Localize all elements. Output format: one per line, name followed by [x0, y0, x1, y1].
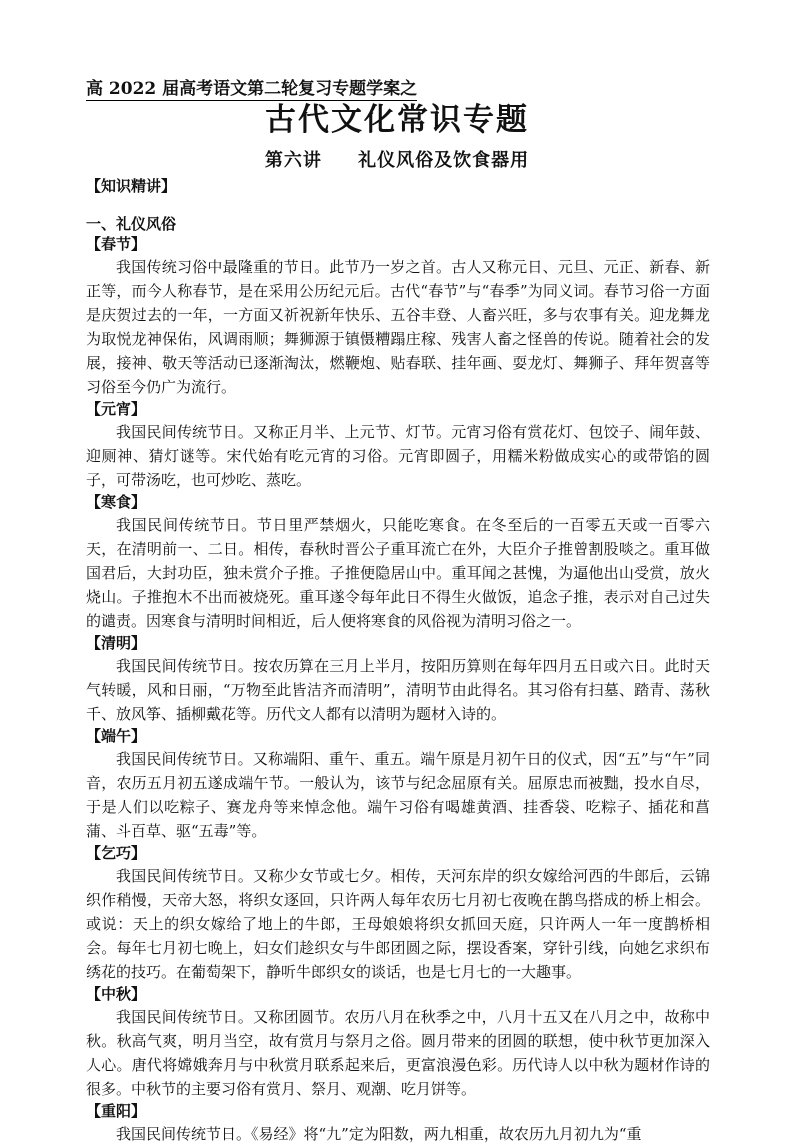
festival-lantern — [86, 399, 710, 492]
festival-heading: 【春节】 — [86, 235, 147, 253]
section-label: 【知识精讲】 — [86, 177, 177, 195]
festival-mid-autumn — [86, 984, 710, 1101]
festival-heading: 【中秋】 — [86, 985, 147, 1003]
festival-text: 我国民间传统节日。又称端阳、重午、重五。端午原是月初午日的仪式，因“五”与“午”同音，农历五月初五遂成端午节。一般认为，该节与纪念屈原有关。屈原忠而被黜，投水自尽，于是人们以吃粽子、赛龙舟等来悼念他。端午习俗有喝雄黄酒、挂香袋、吃粽子、插花和菖蒲、斗百草、驱“五毒”等。 — [86, 750, 710, 840]
festival-chongyang — [86, 1101, 710, 1146]
festival-heading: 【寒食】 — [86, 493, 147, 511]
festival-qingming — [86, 633, 710, 726]
festival-text: 我国民间传统节日。又称少女节或七夕。相传，天河东岸的织女嫁给河西的牛郎后，云锦织作稍慢，天帝大怒，将织女逐回，只许两人每年农历七月初七夜晚在鹊鸟搭成的桥上相会。或说：天上的织女嫁给了地上的牛郎，王母娘娘将织女抓回天庭，只许两人一年一度鹊桥相会。每年七月初七晚上，妇女们趁织女与牛郎团圆之际，摆设香案，穿针引线，向她乞求织布绣花的技巧。在葡萄架下，静听牛郎织女的谈话，也是七月七的一大趣事。 — [86, 867, 710, 981]
festival-text: 我国民间传统节日。节日里严禁烟火，只能吃寒食。在冬至后的一百零五天或一百零六天，在清明前一、二日。相传，春秋时晋公子重耳流亡在外，大臣介子推曾割股啖之。重耳做国君后，大封功臣，独未赏介子推。子推便隐居山中。重耳闻之甚愧，为逼他出山受赏，放火烧山。子推抱木不出而被烧死。重耳遂令每年此日不得生火做饭，追念子推，表示对自己过失的谴责。因寒食与清明时间相近，后人便将寒食的风俗视为清明习俗之一。 — [86, 516, 710, 630]
festival-text: 我国民间传统节日。《易经》将“九”定为阳数，两九相重，故农历九月初九为“重 — [116, 1125, 642, 1143]
festival-cold-food — [86, 492, 710, 633]
festival-heading: 【端午】 — [86, 727, 147, 745]
festival-text: 我国民间传统节日。按农历算在三月上半月，按阳历算则在每年四月五日或六日。此时天气转暖，风和日丽，“万物至此皆洁齐而清明”，清明节由此得名。其习俗有扫墓、踏青、荡秋千、放风筝、插柳戴花等。历代文人都有以清明为题材入诗的。 — [86, 657, 710, 723]
subsection-title: 一、礼仪风俗 — [86, 215, 177, 233]
festival-list — [86, 234, 710, 1146]
festival-heading: 【重阳】 — [86, 1102, 147, 1120]
festival-qiqiao — [86, 843, 710, 984]
festival-text: 我国民间传统节日。又称正月半、上元节、灯节。元宵习俗有赏花灯、包饺子、闹年鼓、迎厕神、猜灯谜等。宋代始有吃元宵的习俗。元宵即圆子，用糯米粉做成实心的或带馅的圆子，可带汤吃，也可炒吃、蒸吃。 — [86, 423, 710, 489]
festival-heading: 【清明】 — [86, 634, 147, 652]
festival-spring — [86, 234, 710, 399]
festival-heading: 【乞巧】 — [86, 844, 147, 862]
festival-duanwu — [86, 726, 710, 843]
festival-heading: 【元宵】 — [86, 400, 147, 418]
festival-text: 我国传统习俗中最隆重的节日。此节乃一岁之首。古人又称元日、元旦、元正、新春、新正等，而今人称春节，是在采用公历纪元后。古代“春节”与“春季”为同义词。春节习俗一方面是庆贺过去的一年，一方面又祈祝新年快乐、五谷丰登、人畜兴旺，多与农事有关。迎龙舞龙为取悦龙神保佑，风调雨顺；舞狮源于镇慑糟蹋庄稼、残害人畜之怪兽的传说。随着社会的发展，接神、敬天等活动已逐渐淘汰，燃鞭炮、贴春联、挂年画、耍龙灯、舞狮子、拜年贺喜等习俗至今仍广为流行。 — [86, 258, 710, 396]
main-title: 古代文化常识专题 — [265, 102, 529, 138]
festival-text: 我国民间传统节日。又称团圆节。农历八月在秋季之中，八月十五又在八月之中，故称中秋。秋高气爽，明月当空，故有赏月与祭月之俗。圆月带来的团圆的联想，使中秋节更加深入人心。唐代将嫦娥奔月与中秋赏月联系起来后，更富浪漫色彩。历代诗人以中秋为题材作诗的很多。中秋节的主要习俗有赏月、祭月、观潮、吃月饼等。 — [86, 1008, 710, 1098]
lecture-title: 第六讲 礼仪风俗及饮食器用 — [264, 150, 530, 171]
series-header: 高 2022 届高考语文第二轮复习专题学案之 — [86, 74, 417, 101]
